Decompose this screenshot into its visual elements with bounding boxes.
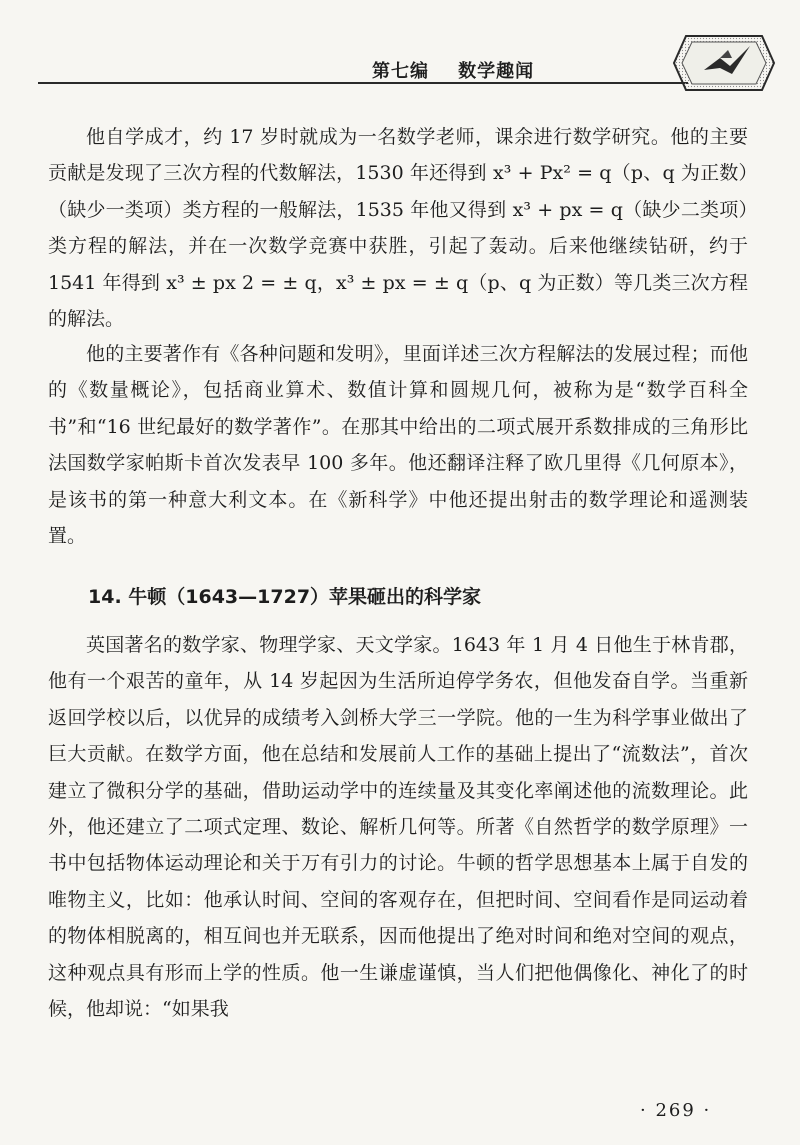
page-number: · 269 ·: [640, 1100, 712, 1121]
bird-in-hexagon-emblem-icon: [672, 28, 776, 98]
paragraph-newton-bio: 英国著名的数学家、物理学家、天文学家。1643 年 1 月 4 日他生于林肯郡，他有一个艰苦的童年，从 14 岁起因为生活所迫停学务农，但他发奋自学。当重新返回学校以后，以优异的成绩考入剑桥大学三一学院。他的一生为科学事业做出了巨大贡献。在数学方面，他在总结和发展前人工作的基础上提出了“流数法”，首次建立了微积分学的基础，借助运动学中的连续量及其变化率阐述他的流数理论。此外，他还建立了二项式定理、数论、解析几何等。所著《自然哲学的数学原理》一书中包括物体运动理论和关于万有引力的讨论。牛顿的哲学思想基本上属于自发的唯物主义，比如：他承认时间、空间的客观存在，但把时间、空间看作是同运动着的物体相脱离的，相互间也并无联系，因而他提出了绝对时间和绝对空间的观点，这种观点具有形而上学的性质。他一生谦虚谨慎，当人们把他偶像化、神化了的时候，他却说：“如果我: [48, 634, 748, 1021]
section-title-newton: 14. 牛顿（1643—1727）苹果砸出的科学家: [88, 586, 482, 608]
header-rule: [38, 82, 688, 84]
chapter-title: 第七编 数学趣闻: [372, 61, 535, 82]
paragraph-cardano-bio: 他自学成才，约 17 岁时就成为一名数学老师，课余进行数学研究。他的主要贡献是发现了三次方程的代数解法，1530 年还得到 x³ + Px² = q（p、q 为正数）（缺少一类项）类方程的一般解法，1535 年他又得到 x³ + px = q（缺少二类项）类方程的解法，并在一次数学竞赛中获胜，引起了轰动。后来他继续钻研，约于 1541 年得到 x³ ± px 2 = ± q，x³ ± px = ± q（p、q 为正数）等几类三次方程的解法。: [48, 126, 748, 331]
page-header: [0, 0, 800, 100]
paragraph-cardano-works: 他的主要著作有《各种问题和发明》，里面详述三次方程解法的发展过程；而他的《数量概论》，包括商业算术、数值计算和圆规几何，被称为是“数学百科全书”和“16 世纪最好的数学著作”。在那其中给出的二项式展开系数排成的三角形比法国数学家帕斯卡首次发表早 100 多年。他还翻译注释了欧几里得《几何原本》，是该书的第一种意大利文本。在《新科学》中他还提出射击的数学理论和遥测装置。: [48, 343, 748, 548]
